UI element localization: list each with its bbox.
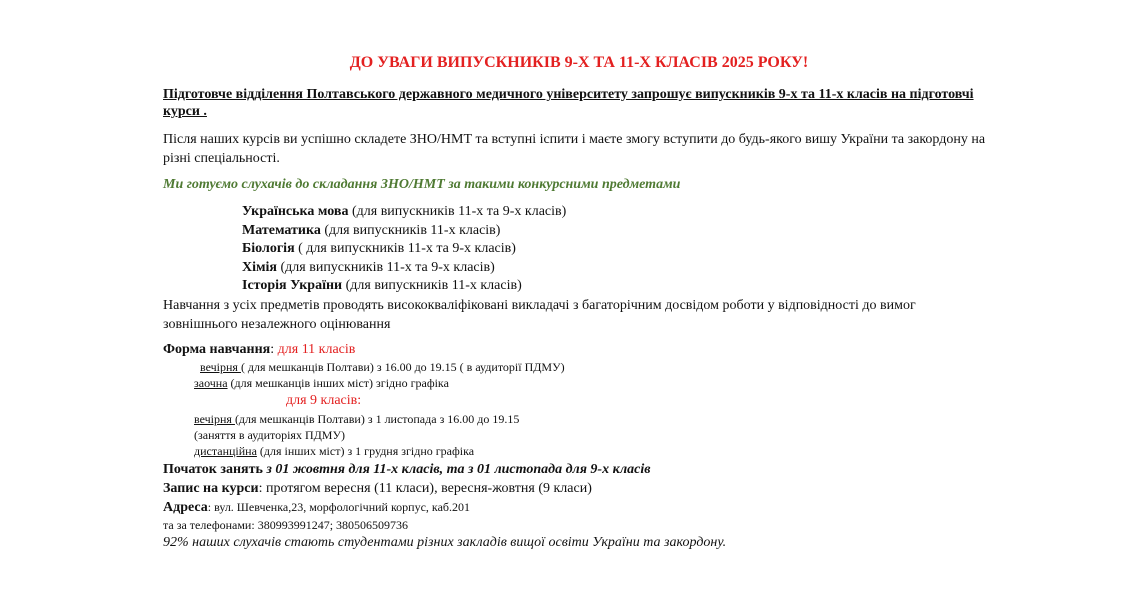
evening-details: ( для мешканців Полтави) з 16.00 до 19.15 ( в аудиторії ПДМУ) xyxy=(240,359,565,374)
subject-note: (для випускників 11-х класів) xyxy=(342,278,522,293)
subject-note: (для випускників 11-х класів) xyxy=(320,222,501,238)
subject-name: Математика xyxy=(242,222,321,238)
subjects-list xyxy=(163,203,993,296)
subject-note: (для випускників 11-х та 9-х класів) xyxy=(277,259,495,275)
distance-label: дистанційна xyxy=(194,443,257,458)
study-form-row xyxy=(163,341,993,359)
subjects-heading: Ми готуємо слухачів до складання ЗНО/НМТ за такими конкурсними предметами xyxy=(163,177,681,192)
study-form-label: Форма навчання xyxy=(163,341,271,357)
success-rate-line: 92% наших слухачів стають студентами різних закладів вищої освіти України та закордону. xyxy=(163,534,727,550)
start-value: з 01 жовтня для 11-х класів, та з 01 листопада для 9-х класів xyxy=(262,461,651,477)
subject-item xyxy=(242,222,993,241)
teachers-paragraph: Навчання з усіх предметів проводять висококваліфіковані викладачі з багаторічним досвідом роботи у відповідності до вимог зовнішнього незалежного оцінювання xyxy=(163,297,916,332)
subject-name: Хімія xyxy=(242,259,277,275)
invitation-lead: Підготовче відділення Полтавського державного медичного університету запрошує випускників 9-х та 11-х класів на підготовчі курси . xyxy=(163,87,974,119)
subject-name: Біологія xyxy=(242,241,295,256)
start-date-line xyxy=(163,460,993,479)
subject-name: Українська мова xyxy=(242,204,349,219)
subject-item xyxy=(242,259,993,278)
grade9-evening-note: (заняття в аудиторіях ПДМУ) xyxy=(194,427,345,442)
registration-label: Запис на курси xyxy=(163,480,259,496)
grade11-evening xyxy=(163,359,993,375)
registration-value: : протягом вересня (11 класи), вересня-жовтня (9 класи) xyxy=(258,480,592,496)
address-value: : вул. Шевченка,23, морфологічний корпус, каб.201 xyxy=(207,499,471,514)
grade9-distance xyxy=(163,443,993,459)
evening-details: (для мешканців Полтави) з 1 листопада з 16.00 до 19.15 xyxy=(234,411,520,426)
subject-note: (для випускників 11-х та 9-х класів) xyxy=(348,204,567,219)
page-title: ДО УВАГИ ВИПУСКНИКІВ 9-Х ТА 11-Х КЛАСІВ 2025 РОКУ! xyxy=(349,54,809,71)
evening-label: вечірня xyxy=(194,411,235,426)
grade11-distance xyxy=(163,375,993,391)
study-form-colon: : xyxy=(270,341,278,357)
distance-details: (для інших міст) з 1 грудня згідно графіка xyxy=(256,443,475,458)
registration-line xyxy=(163,479,993,498)
address-label: Адреса xyxy=(163,499,208,515)
intro-paragraph: Після наших курсів ви успішно складете ЗНО/НМТ та вступні іспити і маєте змогу вступити до будь-якого вишу України та закордону на різні спеціальності. xyxy=(163,132,986,166)
evening-label: вечірня xyxy=(200,359,241,374)
distance-details: (для мешканців інших міст) згідно графіка xyxy=(227,375,449,390)
subject-item xyxy=(242,240,993,259)
subject-name: Історія України xyxy=(242,278,343,293)
grade9-heading: для 9 класів: xyxy=(286,392,362,408)
subject-item xyxy=(242,203,993,222)
start-label: Початок занять xyxy=(163,461,263,477)
subject-item xyxy=(242,277,993,296)
subject-note: ( для випускників 11-х та 9-х класів) xyxy=(294,241,516,256)
grade9-evening xyxy=(163,411,993,427)
document-page xyxy=(163,54,993,552)
grade11-heading: для 11 класів xyxy=(277,341,356,357)
phones-line: та за телефонами: 380993991247; 380506509736 xyxy=(163,517,409,532)
distance-label: заочна xyxy=(194,375,228,390)
address-line xyxy=(163,498,993,517)
